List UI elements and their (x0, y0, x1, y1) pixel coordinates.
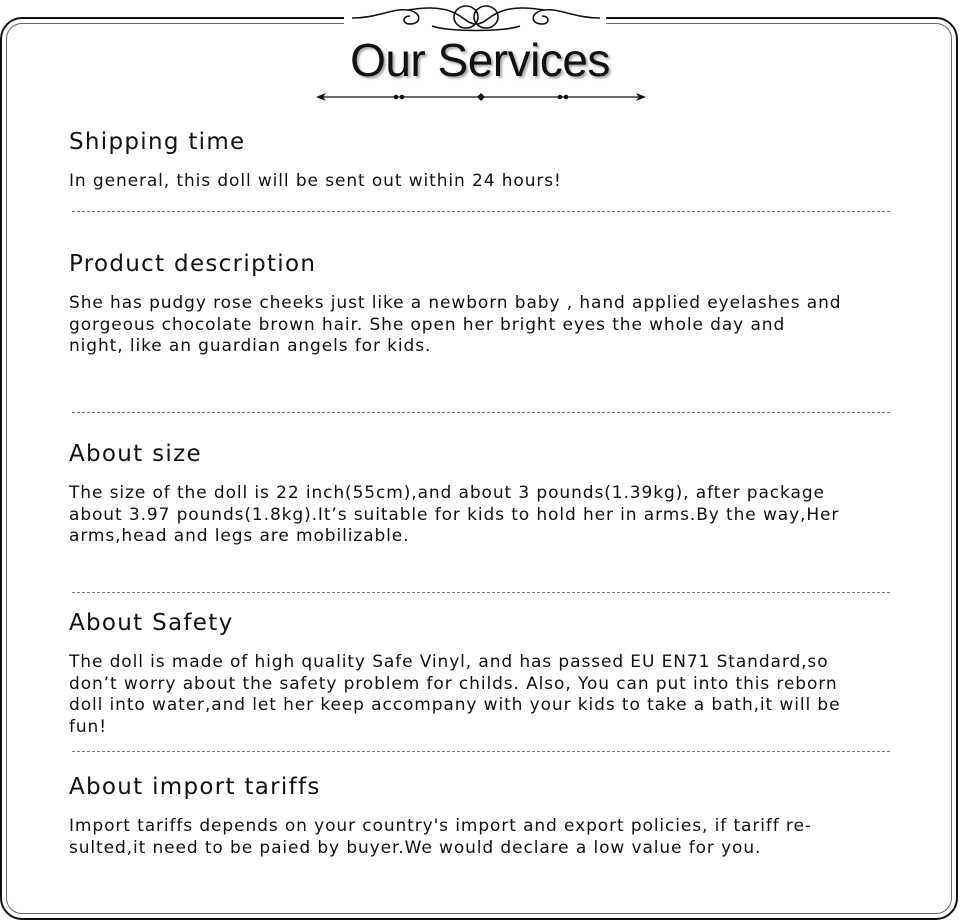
section-text-about-safety: The doll is made of high quality Safe Vinyl, and has passed EU EN71 Standard,so don’t worry about the safety problem for childs. Also, You can put into this reborn doll into water,and let her keep accompany with your kids to take a bath,it will be fun! (69, 652, 841, 737)
section-heading-product-description: Product description (69, 251, 317, 277)
section-text-shipping-time: In general, this doll will be sent out within 24 hours! (69, 171, 562, 191)
arrow-divider-icon (314, 88, 648, 106)
section-text-about-size: The size of the doll is 22 inch(55cm),and about 3 pounds(1.39kg), after package about 3.97 pounds(1.8kg).It’s suitable for kids to hold her in arms.By the way,Her arms,head and legs are mobilizable. (69, 483, 840, 546)
page-title: Our Services (350, 34, 610, 86)
section-heading-about-safety: About Safety (69, 610, 234, 636)
section-text-about-import-tariffs: Import tariffs depends on your country's import and export policies, if tariff re- sulted,it need to be paied by buyer.We would declare a low value for you. (69, 816, 812, 858)
section-text-product-description: She has pudgy rose cheeks just like a newborn baby , hand applied eyelashes and gorgeous chocolate brown hair. She open her bright eyes the whole day and night, like an guardian angels for kids. (69, 293, 842, 356)
section-heading-about-size: About size (69, 441, 202, 467)
section-divider (72, 592, 890, 593)
section-divider (72, 751, 890, 752)
section-heading-about-import-tariffs: About import tariffs (69, 774, 321, 800)
scroll-flourish-icon (348, 2, 604, 34)
section-heading-shipping-time: Shipping time (69, 129, 246, 155)
section-divider (72, 211, 890, 212)
section-divider (72, 412, 890, 413)
